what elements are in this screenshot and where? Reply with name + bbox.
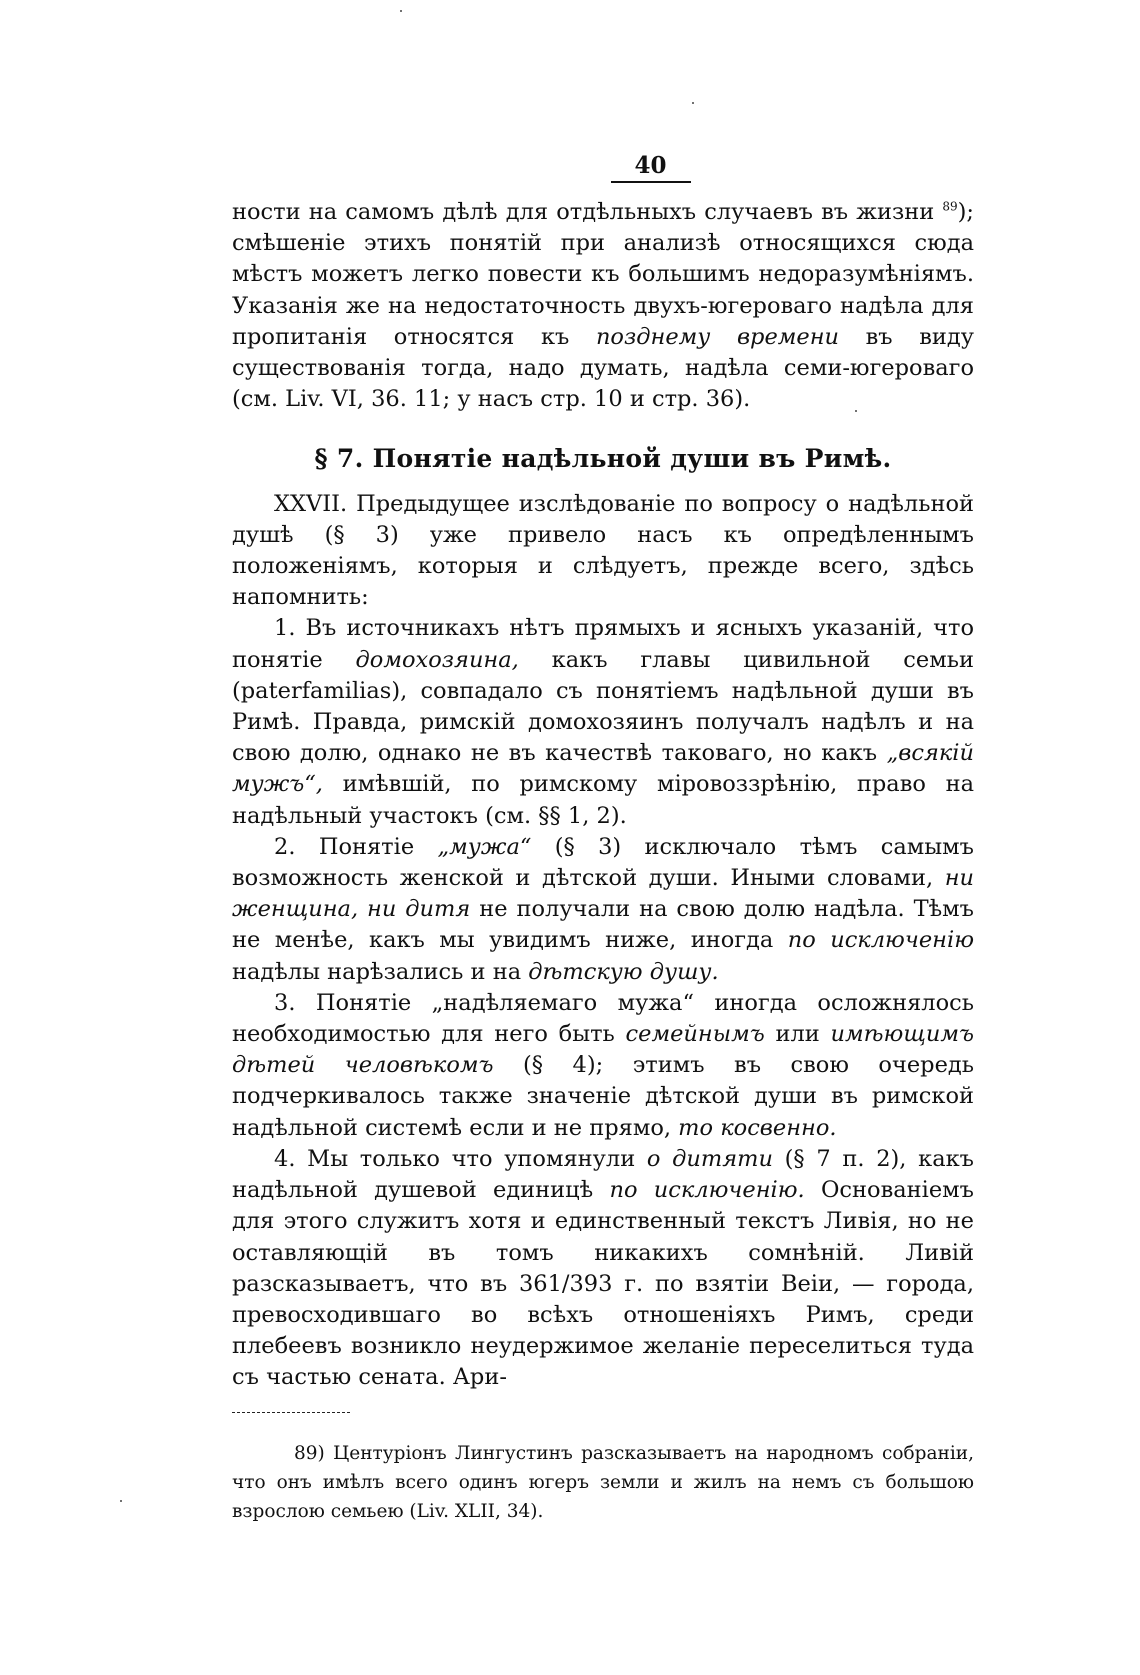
text-run: въ виду существованія тогда, надо думать, надѣла семи-югероваго (см. Liv. VI, 36. 11; у насъ стр. 10 и стр. 36).	[232, 323, 974, 413]
text-run: имѣвшій, по римскому міровоззрѣнію, право на надѣльный участокъ (см. §§ 1, 2).	[232, 771, 974, 829]
emphasis-text: „мужа“	[437, 833, 532, 860]
text-run: или	[764, 1021, 831, 1048]
emphasis-text: ни женщина, ни дитя	[232, 865, 974, 923]
paragraph	[232, 832, 974, 988]
text-run: (§ 4); этимъ въ свою очередь подчеркивалось также значеніе дѣтской души въ римской надѣльной системѣ если и не прямо,	[232, 1052, 974, 1141]
section-heading: § 7. Понятіе надѣльной души въ Римѣ.	[314, 444, 892, 474]
text-run: 2. Понятіе	[274, 833, 438, 860]
text-run: (§ 3) исключало тѣмъ самымъ возможность женской и дѣтской души. Иными словами,	[232, 833, 974, 892]
paragraph	[232, 489, 974, 614]
text-run: Основаніемъ для этого служитъ хотя и единственный текстъ Ливія, но не оставляющій въ томъ никакихъ сомнѣній. Ливій разсказываетъ, что въ 361/393 г. по взятіи Веіи, — города, превосходившаго во всѣхъ отношеніяхъ Римъ, среди плебеевъ возникло неудержимое желаніе переселиться туда съ частью сената. Ари-	[232, 1177, 974, 1391]
emphasis-text: дѣтскую душу.	[528, 958, 719, 985]
page	[232, 140, 974, 1526]
text-run: не получали на свою долю надѣла. Тѣмъ не менѣе, какъ мы увидимъ ниже, иногда	[232, 896, 974, 954]
page-number-text: 40	[634, 152, 667, 179]
text-run: 4. Мы только что упомянули	[274, 1145, 647, 1172]
emphasis-text: то косвенно.	[678, 1114, 837, 1141]
paragraph	[232, 1144, 974, 1394]
emphasis-text: по исключенію	[787, 927, 974, 954]
footnote: 89) Центуріонъ Лингустинъ разсказываетъ на народномъ собраніи, что онъ имѣлъ всего одинъ югеръ земли и жилъ на немъ съ большою взрослою семьею (Liv. XLII, 34).	[232, 1442, 974, 1522]
text-run: (§ 7 п. 2), какъ надѣльной душевой единицѣ	[232, 1145, 974, 1204]
paragraph	[232, 988, 974, 1144]
emphasis-text: позднему времени	[595, 323, 840, 350]
numbered-paragraphs	[232, 489, 974, 1394]
text-run: надѣлы нарѣзались и на	[232, 958, 529, 985]
speck-bottom-left	[120, 1500, 122, 1502]
text-run: какъ главы цивильной семьи (paterfamilias), совпадало съ понятіемъ надѣльной души въ Римѣ. Правда, римскій домохозяинъ получалъ надѣлъ и на свою долю, однако не въ качествѣ таковаго, но какъ	[232, 646, 974, 767]
emphasis-text: домохозяина,	[355, 646, 519, 673]
emphasis-text: „всякій мужъ“,	[232, 740, 974, 798]
intro-paragraph	[232, 197, 974, 415]
footnote-divider	[232, 1412, 350, 1413]
text-run: 3. Понятіе „надѣляемаго мужа“ иногда осложнялось необходимостью для него быть	[232, 989, 974, 1048]
page-number	[327, 152, 974, 183]
text-run: 1. Въ источникахъ нѣтъ прямыхъ и ясныхъ указаній, что понятіе	[232, 615, 974, 673]
emphasis-text: имѣющимъ дѣтей человѣкомъ	[232, 1021, 974, 1079]
emphasis-text: по исключенію.	[609, 1177, 805, 1204]
speck-top-right	[692, 102, 694, 104]
emphasis-text: семейнымъ	[625, 1021, 765, 1048]
body-text	[232, 197, 974, 1394]
text-run: ности на самомъ дѣлѣ для отдѣльныхъ случаевъ въ жизни	[232, 199, 943, 225]
text-run: XXVII. Предыдущее изслѣдованіе по вопросу о надѣльной душѣ (§ 3) уже привело насъ къ опредѣленнымъ положеніямъ, которыя и слѣдуетъ, прежде всего, здѣсь напомнить:	[232, 490, 974, 611]
footnote-marker: 89	[942, 199, 958, 214]
emphasis-text: о дитяти	[646, 1145, 773, 1172]
paragraph	[232, 613, 974, 831]
page-number-rule	[611, 181, 691, 183]
text-run: ); смѣшеніе этихъ понятій при анализѣ относящихся сюда мѣстъ можетъ легко повести къ большимъ недоразумѣніямъ. Указанія же на недостаточность двухъ-югероваго надѣла для пропитанія относятся къ	[232, 199, 974, 350]
speck-top	[400, 10, 402, 12]
